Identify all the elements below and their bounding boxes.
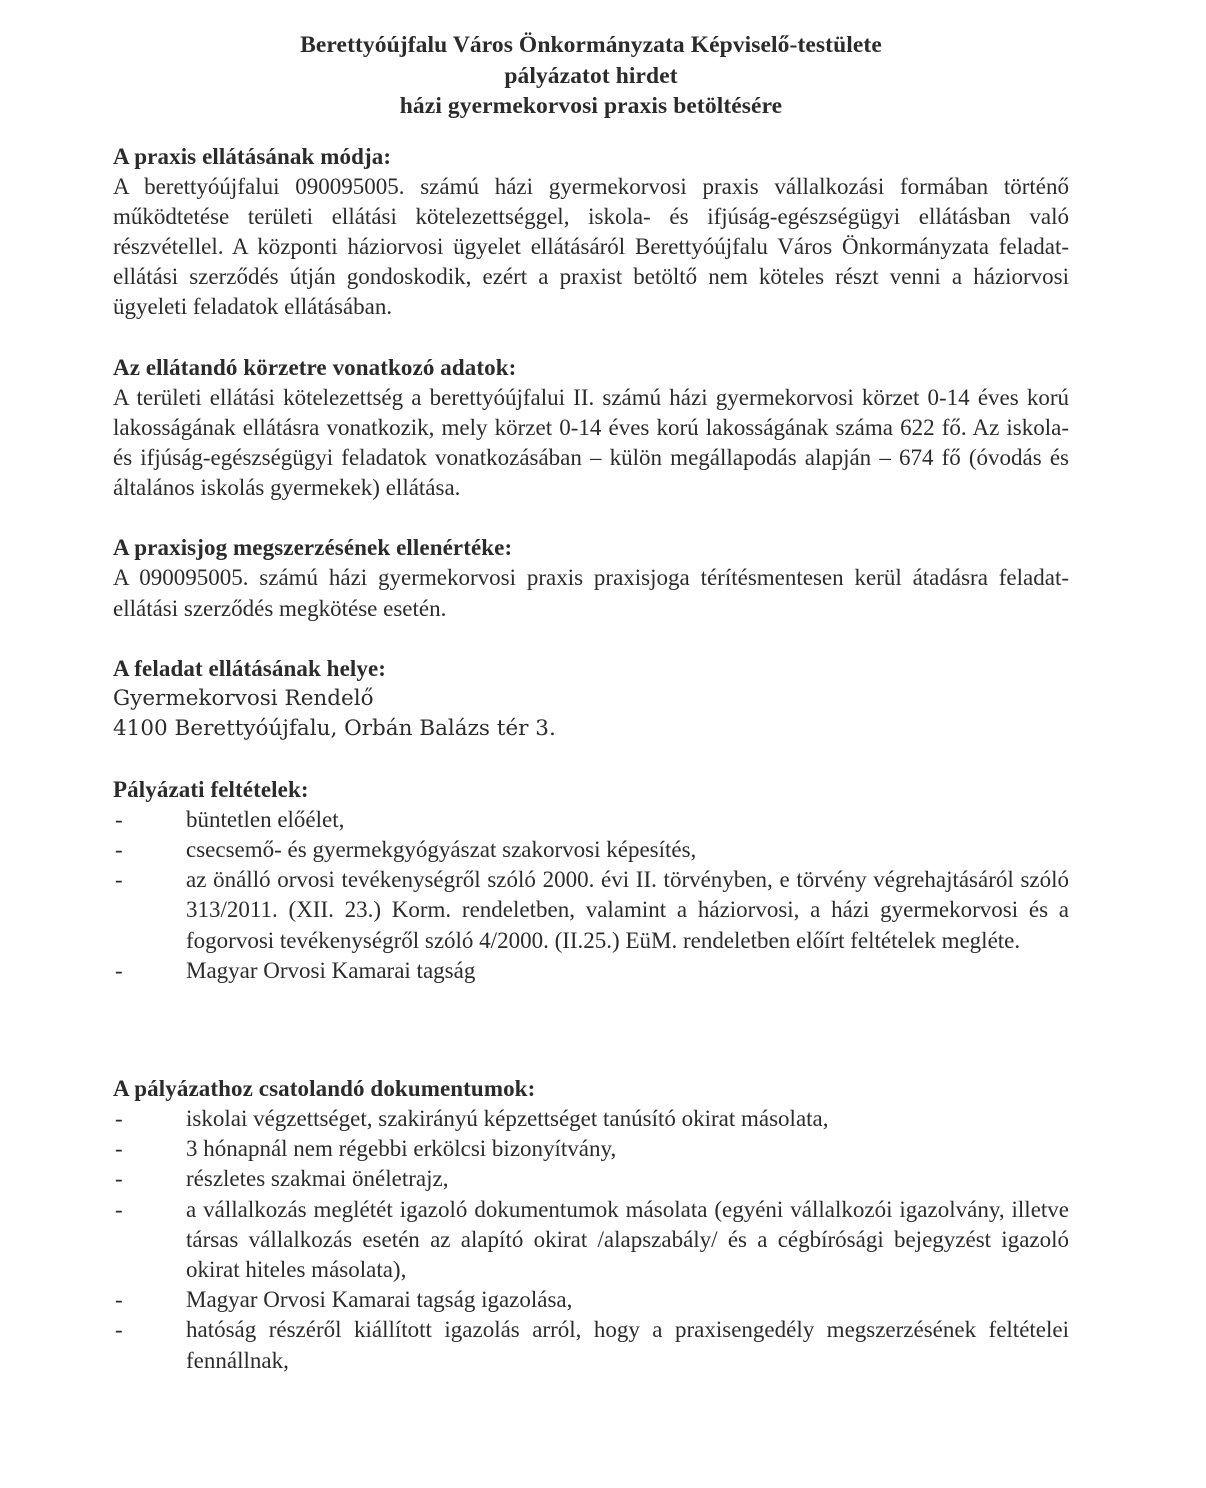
section-heading-csatolando-dokumentumok: A pályázathoz csatolandó dokumentumok: [113,1075,536,1101]
title-line-1: Berettyóújfalu Város Önkormányzata Képviselő-testülete [300,32,882,58]
bullet-dash-icon: - [115,1196,123,1222]
list-item [113,1164,1069,1194]
address-line-2: 4100 Berettyóújfalu, Orbán Balázs tér 3. [113,716,556,742]
bullet-list-csatolando-dokumentumok [113,1104,1069,1376]
list-item-text: csecsemő- és gyermekgyógyászat szakorvosi képesítés, [186,836,697,862]
document-title [113,30,1069,122]
list-item-text: az önálló orvosi tevékenységről szóló 2000. évi II. törvényben, e törvény végrehajtásáról szóló 313/2011. (XII. 23.) Korm. rendeletben, valamint a háziorvosi, a házi gyermekorvosi és a fogorvosi tevékenységről szóló 4/2000. (II.25.) EüM. rendeletben előírt feltételek megléte. [186,867,1069,953]
list-item-text: hatóság részéről kiállított igazolás arról, hogy a praxisengedély megszerzésének feltételei fennállnak, [186,1317,1069,1373]
bullet-dash-icon: - [115,867,123,893]
address-line-1: Gyermekorvosi Rendelő [113,685,374,711]
list-item [113,956,1069,986]
list-item [113,1315,1069,1375]
section-spacer [113,503,1069,533]
list-item [113,1285,1069,1315]
bullet-dash-icon: - [115,957,123,983]
section-paragraph-praxis-ellatas: A berettyóújfalui 090095005. számú házi gyermekorvosi praxis vállalkozási formában történő működtetése területi ellátási kötelezettséggel, iskola- és ifjúság-egészségügyi ellátásban való részvétellel. A központi háziorvosi ügyelet ellátásáról Berettyóújfalu Város Önkormányzata feladat-ellátási szerződés útján gondoskodik, ezért a praxist betöltő nem köteles részt venni a háziorvosi ügyeleti feladatok ellátásában. [113,173,1069,320]
title-line-3: házi gyermekorvosi praxis betöltésére [399,93,783,119]
bullet-dash-icon: - [115,1105,123,1131]
section-heading-praxis-ellatas: A praxis ellátásának módja: [113,143,392,169]
bullet-dash-icon: - [115,806,123,832]
list-item [113,1134,1069,1164]
list-item-text: Magyar Orvosi Kamarai tagság igazolása, [186,1287,573,1313]
list-item-text: részletes szakmai önéletrajz, [186,1166,449,1192]
section-heading-ellatas-helye: A feladat ellátásának helye: [113,655,387,681]
list-item [113,1195,1069,1286]
section-heading-praxisjog-ellenertek: A praxisjog megszerzésének ellenértéke: [113,535,513,561]
list-item-text: Magyar Orvosi Kamarai tagság [186,957,476,983]
list-item [113,865,1069,956]
large-section-spacer [113,986,1069,1074]
list-item-text: 3 hónapnál nem régebbi erkölcsi bizonyítvány, [186,1136,617,1162]
list-item-text: büntetlen előélet, [186,806,345,832]
bullet-list-palyazati-feltetelek [113,805,1069,986]
section-paragraph-korzet-adatok: A területi ellátási kötelezettség a berettyóújfalui II. számú házi gyermekorvosi körzet 0-14 éves korú lakosságának ellátásra vonatkozik, mely körzet 0-14 éves korú lakosságának száma 622 fő. Az iskola- és ifjúság-egészségügyi feladatok vonatkozásában – külön megállapodás alapján – 674 fő (óvodás és általános iskolás gyermekek) ellátása. [113,384,1069,501]
list-item-text: a vállalkozás meglétét igazoló dokumentumok másolata (egyéni vállalkozói igazolvány, illetve társas vállalkozás esetén az alapító okirat /alapszabály/ és a cégbírósági bejegyzést igazoló okirat hiteles másolata), [186,1196,1069,1282]
bullet-dash-icon: - [115,1136,123,1162]
section-paragraph-praxisjog-ellenertek: A 090095005. számú házi gyermekorvosi praxis praxisjoga térítésmentesen kerül átadásra feladat-ellátási szerződés megkötése esetén. [113,565,1069,621]
list-item [113,1104,1069,1134]
bullet-dash-icon: - [115,1166,123,1192]
bullet-dash-icon: - [115,1317,123,1343]
section-heading-palyazati-feltetelek: Pályázati feltételek: [113,776,309,802]
document-content [113,30,1069,1376]
list-item-text: iskolai végzettséget, szakirányú képzettséget tanúsító okirat másolata, [186,1105,829,1131]
title-line-2: pályázatot hirdet [504,62,678,89]
section-spacer [113,745,1069,775]
list-item [113,805,1069,835]
list-item [113,835,1069,865]
section-spacer [113,323,1069,353]
bullet-dash-icon: - [115,836,123,862]
section-spacer [113,624,1069,654]
bullet-dash-icon: - [115,1287,123,1313]
section-heading-korzet-adatok: Az ellátandó körzetre vonatkozó adatok: [113,354,517,380]
